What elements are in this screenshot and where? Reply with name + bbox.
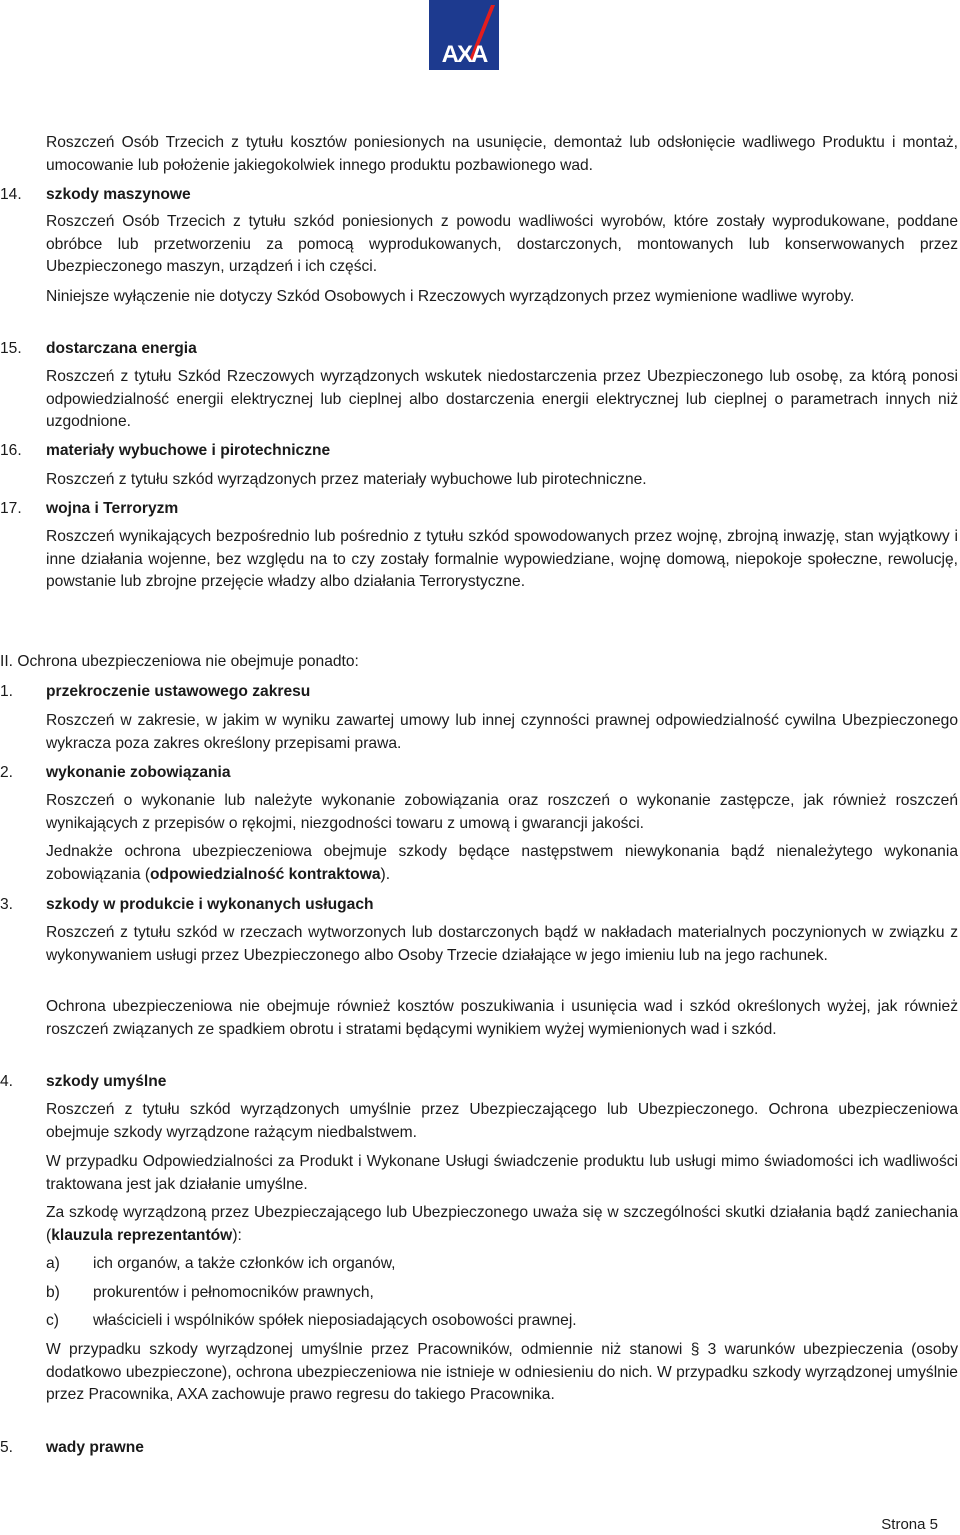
section-2-item-2-paragraph-2-end: ). (380, 865, 391, 883)
item-16-paragraph-1: Roszczeń z tytułu szkód wyrządzonych przez materiały wybuchowe lub pirotechniczne. (46, 471, 647, 488)
item-15-number: 15. (0, 340, 22, 357)
section-2-item-4-title: szkody umyślne (46, 1073, 167, 1090)
intro-paragraph: Roszczeń Osób Trzecich z tytułu kosztów poniesionych na usunięcie, demontaż lub odsłonięcie wadliwego Produktu i montaż, umocowanie lub położenie jakiegokolwiek innego produktu pozbawionego wad. (46, 134, 958, 174)
item-14-number: 14. (0, 186, 22, 203)
section-2-item-1-title: przekroczenie ustawowego zakresu (46, 683, 311, 700)
representatives-clause-term: klauzula reprezentantów (51, 1226, 233, 1244)
section-2-item-2-title: wykonanie zobowiązania (46, 764, 231, 781)
sub-item-c-text: właścicieli i wspólników spółek nieposiadających osobowości prawnej. (93, 1312, 577, 1329)
section-2-item-4-paragraph-1: Roszczeń z tytułu szkód wyrządzonych umyślnie przez Ubezpieczającego lub Ubezpieczonego. Ochrona ubezpieczeniowa obejmuje szkody wyrządzone rażącym niedbalstwem. (46, 1101, 958, 1141)
section-2-item-2-paragraph-2-text: Jednakże ochrona ubezpieczeniowa obejmuje szkody będące następstwem niewykonania bądź nienależytego wykonania zobowiązania ( (46, 843, 958, 883)
sub-item-a-letter: a) (46, 1255, 60, 1272)
section-2-item-1-number: 1. (0, 683, 14, 700)
section-2-item-3-paragraph-1: Roszczeń z tytułu szkód w rzeczach wytworzonych lub dostarczonych bądź w nakładach materialnych poczynionych w związku z wykonywaniem usługi przez Ubezpieczonego albo Osoby Trzecie działające w jego imieniu lub na jego rachunek. (46, 924, 958, 964)
section-2-item-5-title: wady prawne (46, 1439, 144, 1456)
section-2-item-4-paragraph-2: W przypadku Odpowiedzialności za Produkt i Wykonane Usługi świadczenie produktu lub usługi mimo świadomości ich wadliwości traktowana jest jak działanie umyślne. (46, 1153, 958, 1193)
section-2-item-4-paragraph-3-end: ): (232, 1226, 242, 1244)
item-15-paragraph-1: Roszczeń z tytułu Szkód Rzeczowych wyrządzonych wskutek niedostarczenia przez Ubezpieczonego lub osobę, za którą ponosi odpowiedzialność energii elektrycznej lub cieplnej albo dostarczenia energii elektrycznej lub cieplnej o parametrach innych niż uzgodnione. (46, 368, 958, 430)
sub-item-c-letter: c) (46, 1312, 59, 1329)
section-2-item-5-number: 5. (0, 1439, 14, 1456)
item-14-title: szkody maszynowe (46, 186, 191, 203)
section-2-item-2-paragraph-2 (46, 841, 958, 886)
item-16-title: materiały wybuchowe i pirotechniczne (46, 442, 331, 459)
item-14-paragraph-2: Niniejsze wyłączenie nie dotyczy Szkód Osobowych i Rzeczowych wyrządzonych przez wymienione wadliwe wyroby. (46, 288, 855, 305)
section-2-item-2-paragraph-1: Roszczeń o wykonanie lub należyte wykonanie zobowiązania oraz roszczeń o wykonanie zastępcze, jak również roszczeń wynikających z przepisów o rękojmi, niezgodności towaru z umową i gwarancji jakości. (46, 792, 958, 832)
item-15-title: dostarczana energia (46, 340, 197, 357)
section-2-item-3-title: szkody w produkcie i wykonanych usługach (46, 896, 374, 913)
item-17-title: wojna i Terroryzm (46, 500, 179, 517)
section-2-item-4-paragraph-3 (46, 1202, 958, 1247)
item-14-paragraph-1: Roszczeń Osób Trzecich z tytułu szkód poniesionych z powodu wadliwości wyrobów, które zostały wyprodukowane, poddane obróbce lub przetworzeniu za pomocą wyprodukowanych, dostarczonych, montowanych lub konserwowanych przez Ubezpieczonego maszyn, urządzeń i ich części. (46, 213, 958, 275)
axa-logo-text: AXA (441, 41, 487, 68)
sub-item-b-text: prokurentów i pełnomocników prawnych, (93, 1284, 374, 1301)
item-17-number: 17. (0, 500, 22, 517)
section-2-item-3-paragraph-2: Ochrona ubezpieczeniowa nie obejmuje również kosztów poszukiwania i usunięcia wad i szkód określonych wyżej, jak również roszczeń związanych ze spadkiem obrotu i stratami będącymi wynikiem wyżej wymienionych wad i szkód. (46, 998, 958, 1038)
section-2-item-1-paragraph: Roszczeń w zakresie, w jakim w wyniku zawartej umowy lub innej czynności prawnej odpowiedzialność cywilna Ubezpieczonego wykracza poza zakres określony przepisami prawa. (46, 712, 958, 752)
section-2-item-3-number: 3. (0, 896, 14, 913)
item-16-number: 16. (0, 442, 22, 459)
section-2-heading: II. Ochrona ubezpieczeniowa nie obejmuje ponadto: (0, 653, 359, 670)
section-2-item-4-paragraph-3-text: Za szkodę wyrządzoną przez Ubezpieczającego lub Ubezpieczonego uważa się w szczególności skutki działania bądź zaniechania ( (46, 1204, 958, 1244)
sub-item-b-letter: b) (46, 1284, 60, 1301)
contractual-liability-term: odpowiedzialność kontraktowa (150, 865, 381, 883)
sub-item-a-text: ich organów, a także członków ich organów, (93, 1255, 396, 1272)
section-2-item-2-number: 2. (0, 764, 14, 781)
section-2-item-4-paragraph-4: W przypadku szkody wyrządzonej umyślnie przez Pracowników, odmiennie niż stanowi § 3 warunków ubezpieczenia (osoby dodatkowo ubezpieczone), ochrona ubezpieczeniowa nie istnieje w odniesieniu do nich. W przypadku szkody wyrządzonej umyślnie przez Pracownika, AXA zachowuje prawo regresu do takiego Pracownika. (46, 1341, 958, 1403)
item-17-paragraph-1: Roszczeń wynikających bezpośrednio lub pośrednio z tytułu szkód spowodowanych przez wojnę, zbrojną inwazję, stan wyjątkowy i inne działania wojenne, bez względu na to czy zostały formalnie wypowiedziane, wojnę domową, niepokoje społeczne, rewolucję, powstanie lub zbrojne przejęcie władzy albo działania Terrorystyczne. (46, 528, 958, 590)
page-number: Strona 5 (881, 1516, 938, 1533)
section-2-item-4-number: 4. (0, 1073, 14, 1090)
